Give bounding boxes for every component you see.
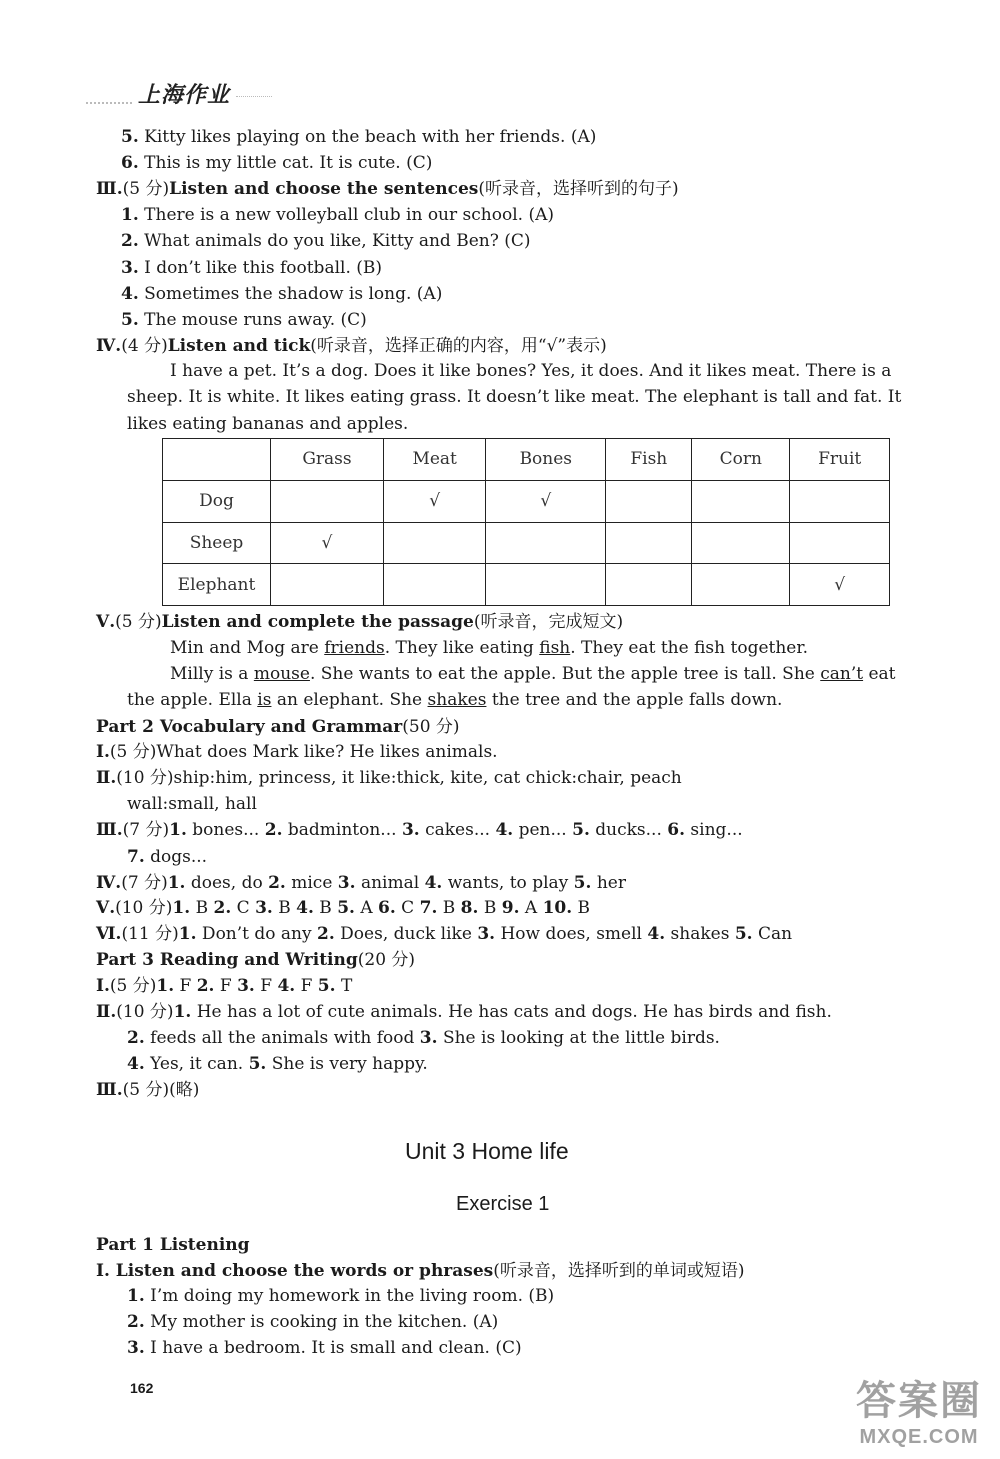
text-run: (4 分)	[121, 336, 168, 356]
text-run: 1.	[178, 924, 197, 944]
table-cell	[271, 480, 384, 522]
text-run: 1.	[172, 898, 191, 918]
text-run: (听录音，完成短文)	[473, 612, 624, 632]
answer-line	[127, 793, 257, 815]
text-run: 5.	[734, 924, 753, 944]
text-run: sheep. It is white. It likes eating grass. It doesn’t like meat. The elephant is tall and fat. It	[127, 387, 902, 407]
text-run: 10.	[542, 898, 573, 918]
text-run: 7.	[127, 847, 145, 867]
table-cell	[790, 480, 890, 522]
text-run: A	[519, 898, 543, 918]
text-run: B	[572, 898, 591, 918]
text-run: She is looking at the little birds.	[437, 1028, 720, 1048]
text-run: Ⅵ.	[96, 924, 122, 944]
text-run: her	[591, 873, 626, 893]
text-run: 1.	[173, 1002, 192, 1022]
text-run: F	[254, 976, 278, 996]
answer-line	[96, 767, 682, 789]
text-run: Ⅰ.	[96, 976, 110, 996]
answer-line	[96, 872, 626, 894]
text-run: badminton...	[282, 820, 402, 840]
text-run: Yes, it can.	[144, 1054, 249, 1074]
table-cell: Fish	[606, 439, 692, 481]
tick-mark: √	[383, 480, 485, 522]
table-cell: Bones	[486, 439, 606, 481]
table-cell: Corn	[692, 439, 790, 481]
text-run: Part 3 Reading and Writing	[96, 950, 358, 970]
text-run: 1.	[121, 205, 139, 225]
text-run: Listen and complete the passage	[161, 612, 474, 632]
text-run: wall:small, hall	[127, 794, 257, 814]
text-run: 2.	[213, 898, 232, 918]
answer-line	[121, 309, 367, 331]
text-run: F	[174, 976, 197, 996]
text-run: F	[214, 976, 238, 996]
text-run: A	[354, 898, 379, 918]
text-run: I’m doing my homework in the living room. (B)	[144, 1286, 555, 1306]
text-run: B	[478, 898, 502, 918]
text-run: What animals do you like, Kitty and Ben? (C)	[138, 231, 531, 251]
table-cell	[271, 564, 384, 606]
passage-line	[170, 360, 891, 382]
filled-blank: friends	[324, 638, 385, 658]
passage-line	[170, 663, 896, 685]
text-run: 1.	[169, 820, 187, 840]
text-run: Listen and tick	[167, 336, 311, 356]
table-row	[163, 522, 890, 564]
text-run: Ⅴ.	[96, 898, 116, 918]
text-run: 2.	[268, 873, 286, 893]
part-heading	[96, 949, 415, 971]
text-run: 6.	[378, 898, 396, 918]
answer-line	[96, 819, 743, 841]
answer-line	[96, 897, 590, 919]
answer-line	[96, 975, 352, 997]
text-run: 3.	[127, 1338, 145, 1358]
text-run: Part 1 Listening	[96, 1235, 250, 1255]
text-run: 4.	[495, 820, 514, 840]
text-run: (10 分)ship:him, princess, it like:thick, kite, cat chick:chair, peach	[116, 768, 682, 788]
answer-line	[121, 257, 382, 279]
answer-line	[121, 230, 531, 252]
text-run: 5.	[337, 898, 355, 918]
text-run: ducks...	[589, 820, 668, 840]
text-run: shakes	[665, 924, 735, 944]
logo-dotted-rule	[236, 96, 272, 97]
text-run: (听录音，选择正确的内容，用“√”表示)	[310, 336, 607, 356]
text-run: 5.	[572, 820, 590, 840]
text-run: 4.	[647, 924, 666, 944]
watermark-logo: 答案圈	[856, 1379, 982, 1423]
text-run: She is very happy.	[266, 1054, 428, 1074]
text-run: Ⅲ.	[96, 179, 123, 199]
text-run: F	[295, 976, 318, 996]
text-run: (20 分)	[357, 950, 416, 970]
text-run: Don’t do any	[196, 924, 318, 944]
text-run: (7 分)	[122, 820, 170, 840]
text-run: 3.	[401, 820, 420, 840]
filled-blank: mouse	[253, 664, 310, 684]
text-run: 4.	[121, 284, 139, 304]
section-heading	[96, 335, 607, 357]
text-run: 2.	[121, 231, 139, 251]
table-cell	[606, 480, 692, 522]
text-run: 5.	[121, 127, 139, 147]
filled-blank: shakes	[427, 690, 487, 710]
text-run: 1.	[156, 976, 175, 996]
text-run: 2.	[196, 976, 215, 996]
text-run: 3.	[477, 924, 496, 944]
answer-line	[96, 1001, 832, 1023]
table-cell	[692, 564, 790, 606]
text-run: Sometimes the shadow is long. (A)	[138, 284, 443, 304]
text-run: Ⅳ.	[96, 873, 122, 893]
answer-line	[121, 204, 554, 226]
table-cell: Sheep	[163, 522, 271, 564]
text-run: Kitty likes playing on the beach with her friends. (A)	[138, 127, 597, 147]
text-run: (听录音，选择听到的句子)	[478, 179, 679, 199]
text-run: B	[190, 898, 214, 918]
text-run: Ⅲ.	[96, 820, 123, 840]
watermark-url: MXQE.COM	[859, 1426, 979, 1448]
text-run: 5.	[573, 873, 592, 893]
passage-line	[127, 386, 901, 408]
tick-mark: √	[790, 564, 890, 606]
text-run: C	[231, 898, 256, 918]
text-run: Ⅰ. Listen and choose the words or phrases	[96, 1261, 494, 1281]
text-run: B	[313, 898, 338, 918]
text-run: (11 分)	[121, 924, 179, 944]
part-heading	[96, 716, 460, 738]
table-header-row	[163, 439, 890, 481]
answer-line	[96, 741, 498, 763]
answer-line	[96, 1079, 199, 1101]
text-run: B	[272, 898, 297, 918]
text-run: C	[395, 898, 420, 918]
text-run: (5 分)	[122, 179, 170, 199]
tick-table	[162, 438, 890, 606]
table-cell	[383, 522, 485, 564]
text-run: mice	[285, 873, 338, 893]
text-run: Ⅲ.	[96, 1080, 123, 1100]
text-run: 3.	[337, 873, 356, 893]
text-run: (10 分)	[116, 1002, 174, 1022]
text-run: (5 分)What does Mark like? He likes animals.	[109, 742, 498, 762]
text-run: (10 分)	[115, 898, 173, 918]
text-run: 2.	[317, 924, 335, 944]
text-run: feeds all the animals with food	[144, 1028, 420, 1048]
text-run: an elephant. She	[271, 690, 428, 710]
table-cell	[383, 564, 485, 606]
text-run: 2.	[127, 1028, 145, 1048]
table-cell	[692, 522, 790, 564]
text-run: Min and Mog are	[170, 638, 325, 658]
unit-title: Unit 3 Home life	[405, 1138, 569, 1164]
text-run: bones...	[186, 820, 265, 840]
text-run: 1.	[127, 1286, 145, 1306]
logo-text: 上海作业	[138, 83, 231, 108]
text-run: I don’t like this football. (B)	[138, 258, 383, 278]
text-run: T	[335, 976, 353, 996]
text-run: 3.	[237, 976, 255, 996]
text-run: animal	[355, 873, 425, 893]
text-run: likes eating bananas and apples.	[127, 414, 409, 434]
watermark	[856, 1369, 982, 1449]
table-row	[163, 480, 890, 522]
answer-line	[121, 126, 596, 148]
answer-line	[127, 1027, 720, 1049]
table-cell: Elephant	[163, 564, 271, 606]
tick-mark: √	[486, 480, 606, 522]
text-run: 5.	[317, 976, 336, 996]
answer-line	[127, 1311, 498, 1333]
table-cell	[486, 522, 606, 564]
table-cell: Fruit	[790, 439, 890, 481]
text-run: (5 分)(略)	[122, 1080, 200, 1100]
section-heading	[96, 611, 623, 633]
text-run: I have a bedroom. It is small and clean. (C)	[144, 1338, 522, 1358]
table-cell	[606, 564, 692, 606]
text-run: How does, smell	[495, 924, 648, 944]
section-heading	[96, 178, 679, 200]
table-cell: Meat	[383, 439, 485, 481]
table-cell	[692, 480, 790, 522]
answer-line	[127, 846, 207, 868]
text-run: Ⅳ.	[96, 336, 122, 356]
tick-mark: √	[271, 522, 384, 564]
passage-line	[170, 637, 808, 659]
text-run: the apple. Ella	[127, 690, 258, 710]
text-run: The mouse runs away. (C)	[138, 310, 367, 330]
page-number: 162	[130, 1380, 154, 1396]
text-run: sing...	[685, 820, 743, 840]
text-run: (听录音，选择听到的单词或短语)	[493, 1261, 745, 1281]
text-run: (50 分)	[402, 717, 460, 737]
table-cell: Dog	[163, 480, 271, 522]
text-run: 5.	[248, 1054, 267, 1074]
logo-decoration	[86, 88, 132, 104]
filled-blank: is	[257, 690, 272, 710]
text-run: 8.	[460, 898, 479, 918]
text-run: (7 分)	[121, 873, 168, 893]
text-run: 4.	[127, 1054, 145, 1074]
text-run: 6.	[121, 153, 139, 173]
text-run: B	[437, 898, 461, 918]
text-run: 6.	[667, 820, 686, 840]
text-run: (5 分)	[115, 612, 162, 632]
answer-line	[121, 152, 432, 174]
exercise-title: Exercise 1	[456, 1193, 550, 1215]
text-run: Listen and choose the sentences	[169, 179, 479, 199]
table-cell	[606, 522, 692, 564]
text-run: Ⅱ.	[96, 768, 117, 788]
text-run: Can	[752, 924, 793, 944]
filled-blank: can’t	[820, 664, 864, 684]
text-run: Ⅱ.	[96, 1002, 117, 1022]
text-run: 3.	[255, 898, 273, 918]
text-run: . They like eating	[384, 638, 540, 658]
section-heading	[96, 1260, 745, 1282]
text-run: 1.	[167, 873, 186, 893]
text-run: My mother is cooking in the kitchen. (A)	[144, 1312, 499, 1332]
text-run: (5 分)	[109, 976, 157, 996]
text-run: . She wants to eat the apple. But the apple tree is tall. She	[309, 664, 821, 684]
text-run: 3.	[121, 258, 139, 278]
text-run: the tree and the apple falls down.	[486, 690, 783, 710]
text-run: Does, duck like	[334, 924, 478, 944]
text-run: There is a new volleyball club in our school. (A)	[138, 205, 554, 225]
text-run: Ⅴ.	[96, 612, 116, 632]
text-run: eat	[863, 664, 896, 684]
passage-line	[127, 689, 782, 711]
text-run: . They eat the fish together.	[570, 638, 809, 658]
text-run: dogs...	[144, 847, 208, 867]
text-run: pen...	[513, 820, 573, 840]
text-run: 5.	[121, 310, 139, 330]
header-logo	[86, 78, 272, 109]
text-run: 3.	[419, 1028, 438, 1048]
text-run: 4.	[424, 873, 443, 893]
part-heading	[96, 1234, 250, 1256]
answer-line	[127, 1053, 428, 1075]
text-run: 4.	[296, 898, 314, 918]
text-run: 7.	[419, 898, 438, 918]
filled-blank: fish	[539, 638, 571, 658]
answer-line	[127, 1337, 522, 1359]
text-run: 9.	[501, 898, 520, 918]
text-run: wants, to play	[442, 873, 574, 893]
text-run: Milly is a	[170, 664, 254, 684]
answer-line	[121, 283, 442, 305]
text-run: 4.	[277, 976, 296, 996]
text-run: 2.	[264, 820, 283, 840]
answer-line	[96, 923, 792, 945]
passage-line	[127, 413, 408, 435]
text-run: This is my little cat. It is cute. (C)	[138, 153, 433, 173]
table-row	[163, 564, 890, 606]
answer-line	[127, 1285, 554, 1307]
text-run: Ⅰ.	[96, 742, 110, 762]
table-cell: Grass	[271, 439, 384, 481]
text-run: Part 2 Vocabulary and Grammar	[96, 717, 403, 737]
text-run: I have a pet. It’s a dog. Does it like bones? Yes, it does. And it likes meat. There is a	[170, 361, 892, 381]
table-cell	[163, 439, 271, 481]
table-cell	[486, 564, 606, 606]
text-run: does, do	[185, 873, 269, 893]
text-run: 2.	[127, 1312, 145, 1332]
table-cell	[790, 522, 890, 564]
text-run: cakes...	[419, 820, 496, 840]
text-run: He has a lot of cute animals. He has cats and dogs. He has birds and fish.	[191, 1002, 832, 1022]
